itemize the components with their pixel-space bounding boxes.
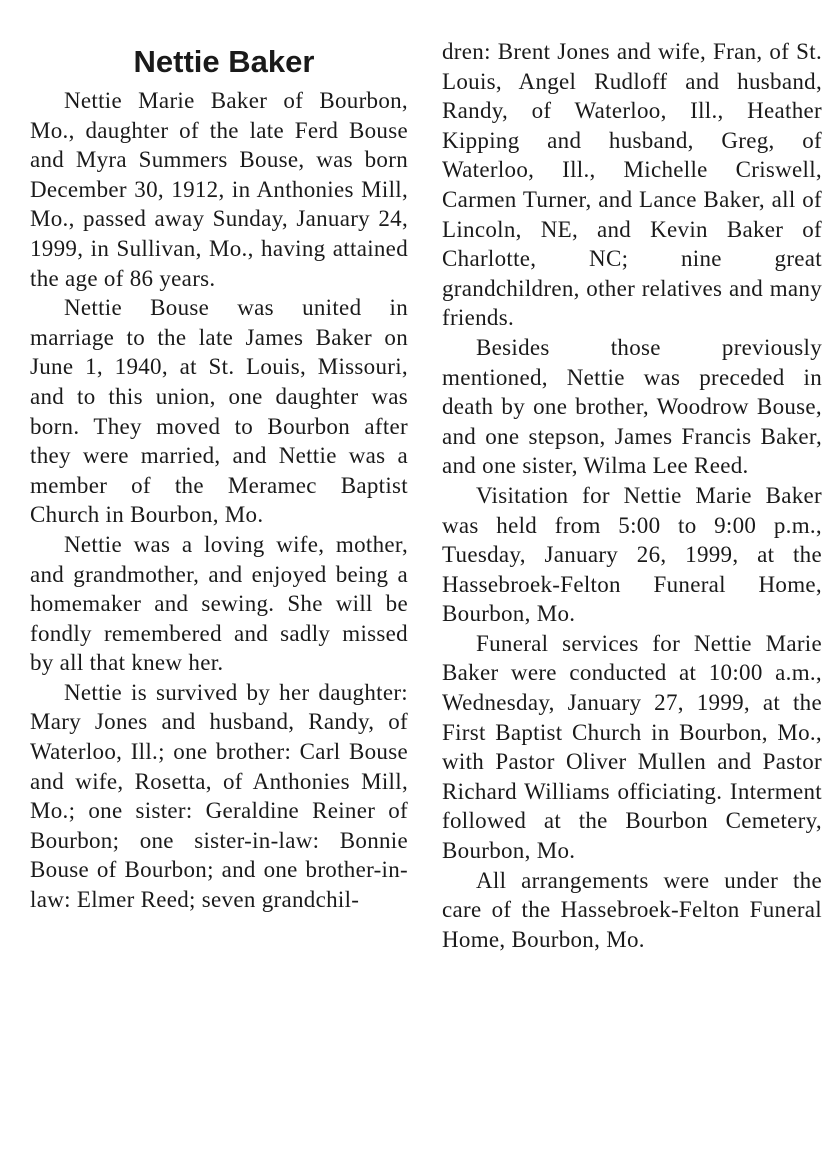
paragraph-funeral: Funeral services for Nettie Marie Baker were conducted at 10:00 a.m., Wednesday, January 27, 1999, at the First Baptist Church in Bourbon, Mo., with Pastor Oliver Mullen and Pastor Richard Williams officiating. Interment followed at the Bourbon Cemetery, Bourbon, Mo. [442, 630, 822, 864]
paragraph-visitation: Visitation for Nettie Marie Baker was held from 5:00 to 9:00 p.m., Tuesday, January 26, 1999, at the Hassebroek-Felton Funeral Home, Bourbon, Mo. [442, 482, 822, 627]
paragraph-survivors-continued: dren: Brent Jones and wife, Fran, of St. Louis, Angel Rudloff and husband, Randy, of Waterloo, Ill., Heather Kipping and husband, Greg, of Waterloo, Ill., Michelle Criswell, Carmen Turner, and Lance Baker, all of Lincoln, NE, and Kevin Baker of Charlotte, NC; nine great grandchildren, other relatives and many friends. [442, 39, 822, 331]
paragraph-arrangements: All arrangements were under the care of the Hassebroek-Felton Funeral Home, Bourbon, Mo. [442, 867, 822, 952]
paragraph-marriage: Nettie Bouse was united in marriage to the late James Baker on June 1, 1940, at St. Louis, Missouri, and to this union, one daughter was born. They moved to Bourbon after they were married, and Nettie was a member of the Meramec Baptist Church in Bourbon, Mo. [30, 295, 408, 528]
paragraph-birth: Nettie Marie Baker of Bourbon, Mo., daughter of the late Ferd Bouse and Myra Summers Bouse, was born December 30, 1912, in Anthonies Mill, Mo., passed away Sunday, January 24, 1999, in Sullivan, Mo., having attained the age of 86 years. [30, 88, 408, 291]
paragraph-survivors: Nettie is survived by her daughter: Mary Jones and husband, Randy, of Waterloo, Ill.; one brother: Carl Bouse and wife, Rosetta, of Anthonies Mill, Mo.; one sister: Geraldine Reiner of Bourbon; one sister-in-law: Bonnie Bouse of Bourbon; and one brother-in-law: Elmer Reed; seven grandchil- [30, 679, 408, 913]
obituary-title: Nettie Baker [133, 44, 315, 79]
right-column [442, 37, 822, 954]
paragraph-preceded: Besides those previously mentioned, Nettie was preceded in death by one brother, Woodrow Bouse, and one stepson, James Francis Baker, and one sister, Wilma Lee Reed. [442, 334, 822, 479]
paragraph-character: Nettie was a loving wife, mother, and grandmother, and enjoyed being a homemaker and sewing. She will be fondly remembered and sadly missed by all that knew her. [30, 531, 408, 676]
left-column [30, 42, 408, 915]
